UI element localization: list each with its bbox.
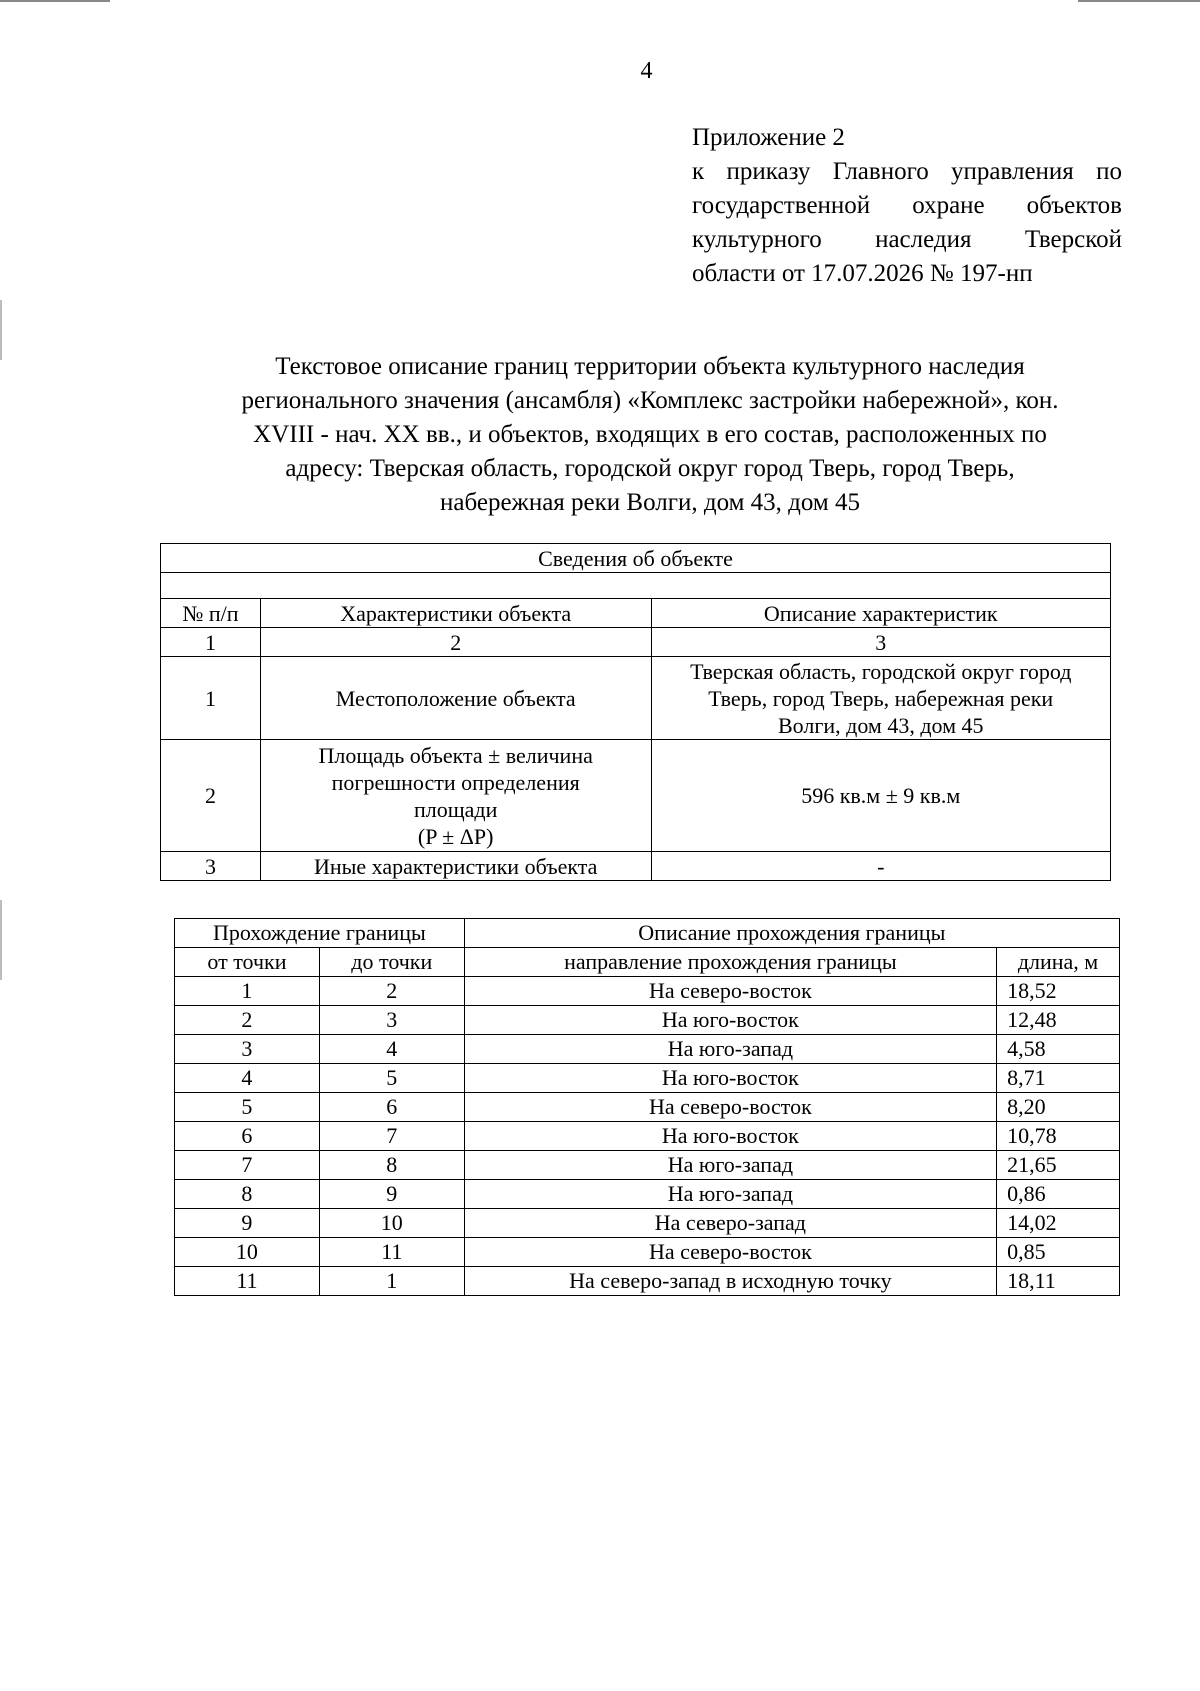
boundary-length-cell: 4,58	[997, 1035, 1120, 1064]
cell-text-line: (P ± ΔP)	[417, 823, 494, 849]
appendix-line: культурного наследия Тверской	[692, 226, 1122, 253]
appendix-line: государственной охране объектов	[692, 192, 1122, 219]
table-row	[175, 1122, 1120, 1151]
info-row-num: 2	[161, 740, 261, 852]
info-col-number: 2	[260, 628, 651, 657]
boundary-to-cell: 1	[319, 1267, 464, 1296]
boundary-to-cell: 6	[319, 1093, 464, 1122]
boundary-from-cell: 3	[175, 1035, 320, 1064]
table-row	[175, 1238, 1120, 1267]
boundary-length-cell: 14,02	[997, 1209, 1120, 1238]
boundary-header-direction: направление прохождения границы	[464, 948, 996, 977]
boundary-length-cell: 8,20	[997, 1093, 1120, 1122]
appendix-header	[692, 121, 1122, 291]
info-table-spacer-row	[161, 573, 1111, 599]
table-row	[175, 1035, 1120, 1064]
boundary-direction-cell: На северо-восток	[464, 1238, 996, 1267]
cell-text-line: -	[877, 853, 885, 879]
scan-edge-mark	[0, 900, 2, 980]
boundary-from-cell: 7	[175, 1151, 320, 1180]
appendix-line: области от 17.07.2026 № 197-нп	[692, 260, 1033, 287]
table-row	[175, 1093, 1120, 1122]
cell-text-line: Тверь, город Тверь, набережная реки	[708, 685, 1054, 711]
boundary-length-cell: 18,11	[997, 1267, 1120, 1296]
scan-edge-mark	[1078, 0, 1200, 2]
boundary-header-to: до точки	[319, 948, 464, 977]
boundary-direction-cell: На юго-восток	[464, 1122, 996, 1151]
title-line: регионального значения (ансамбля) «Комплекс застройки набережной», кон.	[241, 387, 1059, 414]
boundary-to-cell: 8	[319, 1151, 464, 1180]
cell-text-line: 596 кв.м ± 9 кв.м	[801, 783, 961, 808]
boundary-to-cell: 10	[319, 1209, 464, 1238]
info-row-characteristic	[260, 740, 651, 852]
boundary-from-cell: 4	[175, 1064, 320, 1093]
boundary-length-cell: 18,52	[997, 977, 1120, 1006]
info-header-description: Описание характеристик	[651, 599, 1111, 628]
boundary-direction-cell: На северо-запад в исходную точку	[464, 1267, 996, 1296]
info-table-caption: Сведения об объекте	[161, 544, 1111, 573]
info-row-num: 3	[161, 852, 261, 881]
boundary-to-cell: 3	[319, 1006, 464, 1035]
cell-text-line: Волги, дом 43, дом 45	[777, 712, 984, 738]
appendix-line: к приказу Главного управления по	[692, 158, 1122, 185]
object-info-table	[160, 543, 1111, 881]
info-col-number: 3	[651, 628, 1111, 657]
info-col-number: 1	[161, 628, 261, 657]
info-row-characteristic	[260, 657, 651, 740]
title-line: набережная реки Волги, дом 43, дом 45	[439, 489, 860, 516]
boundary-from-cell: 5	[175, 1093, 320, 1122]
boundary-from-cell: 10	[175, 1238, 320, 1267]
table-row	[175, 1064, 1120, 1093]
title-line: Текстовое описание границ территории объекта культурного наследия	[275, 353, 1025, 380]
boundary-to-cell: 11	[319, 1238, 464, 1267]
boundary-to-cell: 5	[319, 1064, 464, 1093]
boundary-table	[174, 918, 1120, 1296]
boundary-direction-cell: На северо-восток	[464, 1093, 996, 1122]
boundary-length-cell: 21,65	[997, 1151, 1120, 1180]
cell-text-line: площади	[413, 796, 498, 822]
boundary-length-cell: 8,71	[997, 1064, 1120, 1093]
boundary-length-cell: 12,48	[997, 1006, 1120, 1035]
boundary-from-cell: 11	[175, 1267, 320, 1296]
boundary-to-cell: 7	[319, 1122, 464, 1151]
info-header-num: № п/п	[161, 599, 261, 628]
info-row-characteristic	[260, 852, 651, 881]
title-line: XVIII - нач. XX вв., и объектов, входящих в его состав, расположенных по	[253, 421, 1047, 448]
boundary-direction-cell: На юго-запад	[464, 1035, 996, 1064]
cell-text-line: Иные характеристики объекта	[313, 853, 598, 879]
info-row-description	[651, 657, 1111, 740]
boundary-from-cell: 2	[175, 1006, 320, 1035]
info-header-characteristic: Характеристики объекта	[260, 599, 651, 628]
boundary-direction-cell: На северо-запад	[464, 1209, 996, 1238]
table-row	[175, 1267, 1120, 1296]
table-row	[175, 1209, 1120, 1238]
table-row	[175, 1180, 1120, 1209]
boundary-group-header: Прохождение границы	[175, 919, 465, 948]
info-row-num: 1	[161, 657, 261, 740]
boundary-length-cell: 0,85	[997, 1238, 1120, 1267]
boundary-header-from: от точки	[175, 948, 320, 977]
boundary-to-cell: 9	[319, 1180, 464, 1209]
boundary-to-cell: 4	[319, 1035, 464, 1064]
boundary-direction-cell: На северо-восток	[464, 977, 996, 1006]
table-row	[175, 977, 1120, 1006]
boundary-group-header: Описание прохождения границы	[464, 919, 1119, 948]
info-row-description	[651, 740, 1111, 852]
page-number: 4	[640, 58, 653, 84]
boundary-direction-cell: На юго-восток	[464, 1064, 996, 1093]
cell-text-line: Площадь объекта ± величина	[318, 742, 593, 768]
boundary-from-cell: 9	[175, 1209, 320, 1238]
title-line: адресу: Тверская область, городской округ город Тверь, город Тверь,	[285, 455, 1015, 482]
boundary-from-cell: 1	[175, 977, 320, 1006]
cell-text-line: погрешности определения	[331, 769, 580, 795]
document-title	[150, 350, 1150, 520]
scan-edge-mark	[0, 300, 2, 360]
boundary-direction-cell: На юго-запад	[464, 1180, 996, 1209]
boundary-header-length: длина, м	[997, 948, 1120, 977]
boundary-length-cell: 0,86	[997, 1180, 1120, 1209]
cell-text-line: Местоположение объекта	[335, 685, 576, 711]
boundary-direction-cell: На юго-запад	[464, 1151, 996, 1180]
boundary-from-cell: 6	[175, 1122, 320, 1151]
boundary-from-cell: 8	[175, 1180, 320, 1209]
info-row-description	[651, 852, 1111, 881]
appendix-line: Приложение 2	[692, 124, 845, 151]
boundary-direction-cell: На юго-восток	[464, 1006, 996, 1035]
table-row	[175, 1151, 1120, 1180]
boundary-to-cell: 2	[319, 977, 464, 1006]
table-row	[175, 1006, 1120, 1035]
scan-edge-mark	[0, 0, 110, 2]
boundary-length-cell: 10,78	[997, 1122, 1120, 1151]
cell-text-line: Тверская область, городской округ город	[690, 658, 1072, 684]
